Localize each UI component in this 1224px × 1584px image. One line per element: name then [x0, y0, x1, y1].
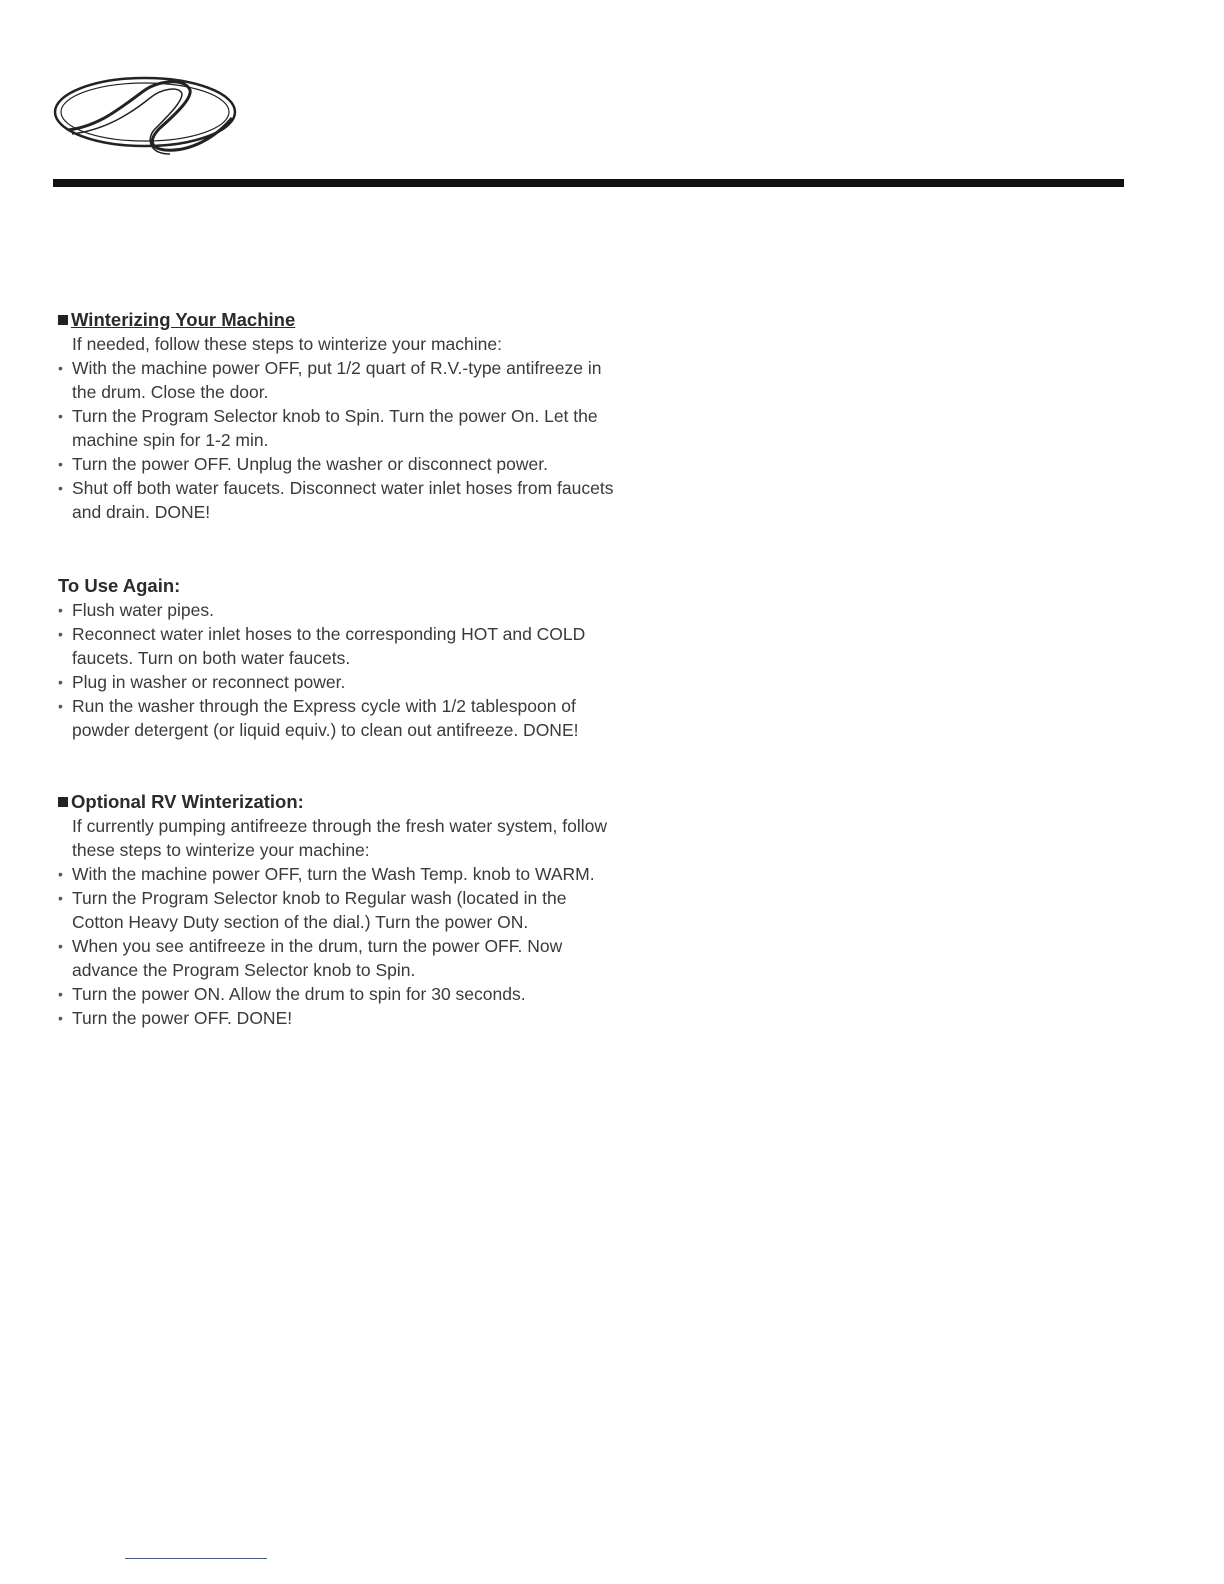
rv-section [58, 790, 618, 1030]
list-item: • When you see antifreeze in the drum, turn the power OFF. Now advance the Program Selector knob to Spin. [58, 934, 618, 982]
footer-link-line [125, 1558, 267, 1559]
list-item: • Flush water pipes. [58, 598, 618, 622]
list-item: • Turn the power OFF. Unplug the washer or disconnect power. [58, 452, 618, 476]
use-again-heading: To Use Again: [58, 575, 181, 596]
list-item: • Run the washer through the Express cycle with 1/2 tablespoon of powder detergent (or liquid equiv.) to clean out antifreeze. DONE! [58, 694, 618, 742]
rv-intro: If currently pumping antifreeze through the fresh water system, follow these steps to winterize your machine: [72, 816, 607, 860]
winterizing-heading: Winterizing Your Machine [58, 308, 618, 332]
winterizing-section [58, 308, 618, 524]
swoosh-logo-icon [50, 68, 240, 160]
rv-steps [58, 862, 618, 1030]
rv-heading: Optional RV Winterization: [58, 790, 618, 814]
brand-logo [50, 68, 240, 160]
square-bullet-icon [58, 797, 68, 807]
list-item: • Shut off both water faucets. Disconnect water inlet hoses from faucets and drain. DONE! [58, 476, 618, 524]
list-item: • Turn the power OFF. DONE! [58, 1006, 618, 1030]
list-item: • Turn the Program Selector knob to Regular wash (located in the Cotton Heavy Duty section of the dial.) Turn the power ON. [58, 886, 618, 934]
winterizing-steps [58, 356, 618, 524]
list-item: • Turn the power ON. Allow the drum to spin for 30 seconds. [58, 982, 618, 1006]
use-again-section [58, 574, 618, 742]
square-bullet-icon [58, 315, 68, 325]
list-item: • Plug in washer or reconnect power. [58, 670, 618, 694]
winterizing-intro: If needed, follow these steps to winterize your machine: [72, 334, 502, 354]
use-again-steps [58, 598, 618, 742]
page-content [58, 308, 618, 1030]
list-item: • Turn the Program Selector knob to Spin. Turn the power On. Let the machine spin for 1-2 min. [58, 404, 618, 452]
list-item: • Reconnect water inlet hoses to the corresponding HOT and COLD faucets. Turn on both water faucets. [58, 622, 618, 670]
list-item: • With the machine power OFF, turn the Wash Temp. knob to WARM. [58, 862, 618, 886]
list-item: • With the machine power OFF, put 1/2 quart of R.V.-type antifreeze in the drum. Close the door. [58, 356, 618, 404]
header-rule [53, 179, 1124, 187]
